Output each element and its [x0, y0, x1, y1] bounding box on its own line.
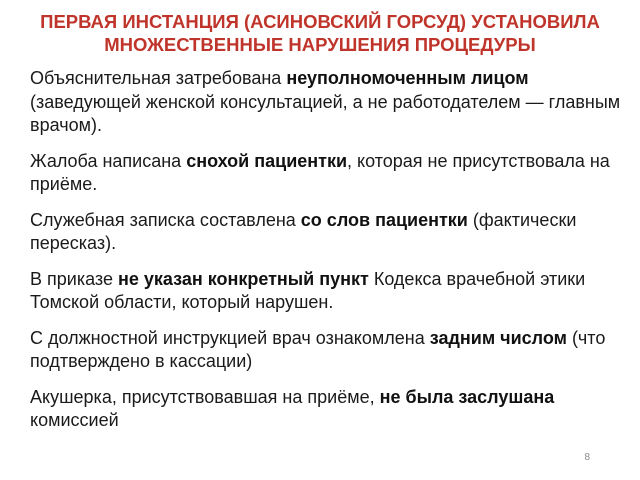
paragraph-text: (заведующей женской консультацией, а не работодателем — главным врачом). — [30, 91, 621, 135]
paragraph-1 — [30, 67, 622, 138]
paragraph-text: Жалоба написана — [30, 150, 187, 171]
page-number: 8 — [584, 452, 590, 463]
paragraph-5 — [30, 327, 622, 374]
slide-body — [30, 67, 622, 445]
paragraph-text: Объяснительная затребована — [30, 68, 287, 88]
paragraph-6 — [30, 386, 622, 433]
paragraph-text: Служебная записка составлена — [30, 209, 301, 230]
paragraph-emphasis: не была заслушана — [379, 386, 555, 407]
paragraph-text: Кодекса врачебной этики Томской области, который нарушен. — [30, 268, 586, 312]
paragraph-emphasis: снохой пациентки — [186, 150, 348, 171]
paragraph-text: В приказе — [30, 268, 118, 289]
paragraph-2 — [30, 150, 622, 197]
paragraph-text: , которая не присутствовала на приёме. — [30, 150, 610, 194]
paragraph-emphasis: со слов пациентки — [300, 209, 468, 230]
slide-title — [20, 10, 620, 56]
paragraph-4 — [30, 268, 622, 315]
paragraph-text: комиссией — [30, 410, 119, 430]
paragraph-emphasis: неуполномоченным лицом — [286, 68, 529, 88]
paragraph-emphasis: не указан конкретный пункт — [117, 268, 369, 289]
paragraph-text: (фактически пересказ). — [30, 209, 577, 253]
paragraph-text: (что подтверждено в кассации) — [30, 327, 606, 371]
paragraph-text: С должностной инструкцией врач ознакомлена — [30, 327, 430, 348]
paragraph-text: Акушерка, присутствовавшая на приёме, — [30, 386, 380, 407]
paragraph-emphasis: задним числом — [429, 327, 567, 348]
slide-title-line-2: МНОЖЕСТВЕННЫЕ НАРУШЕНИЯ ПРОЦЕДУРЫ — [104, 34, 536, 55]
slide-title-line-1: ПЕРВАЯ ИНСТАНЦИЯ (АСИНОВСКИЙ ГОРСУД) УСТАНОВИЛА — [40, 11, 600, 32]
paragraph-3 — [30, 209, 622, 256]
